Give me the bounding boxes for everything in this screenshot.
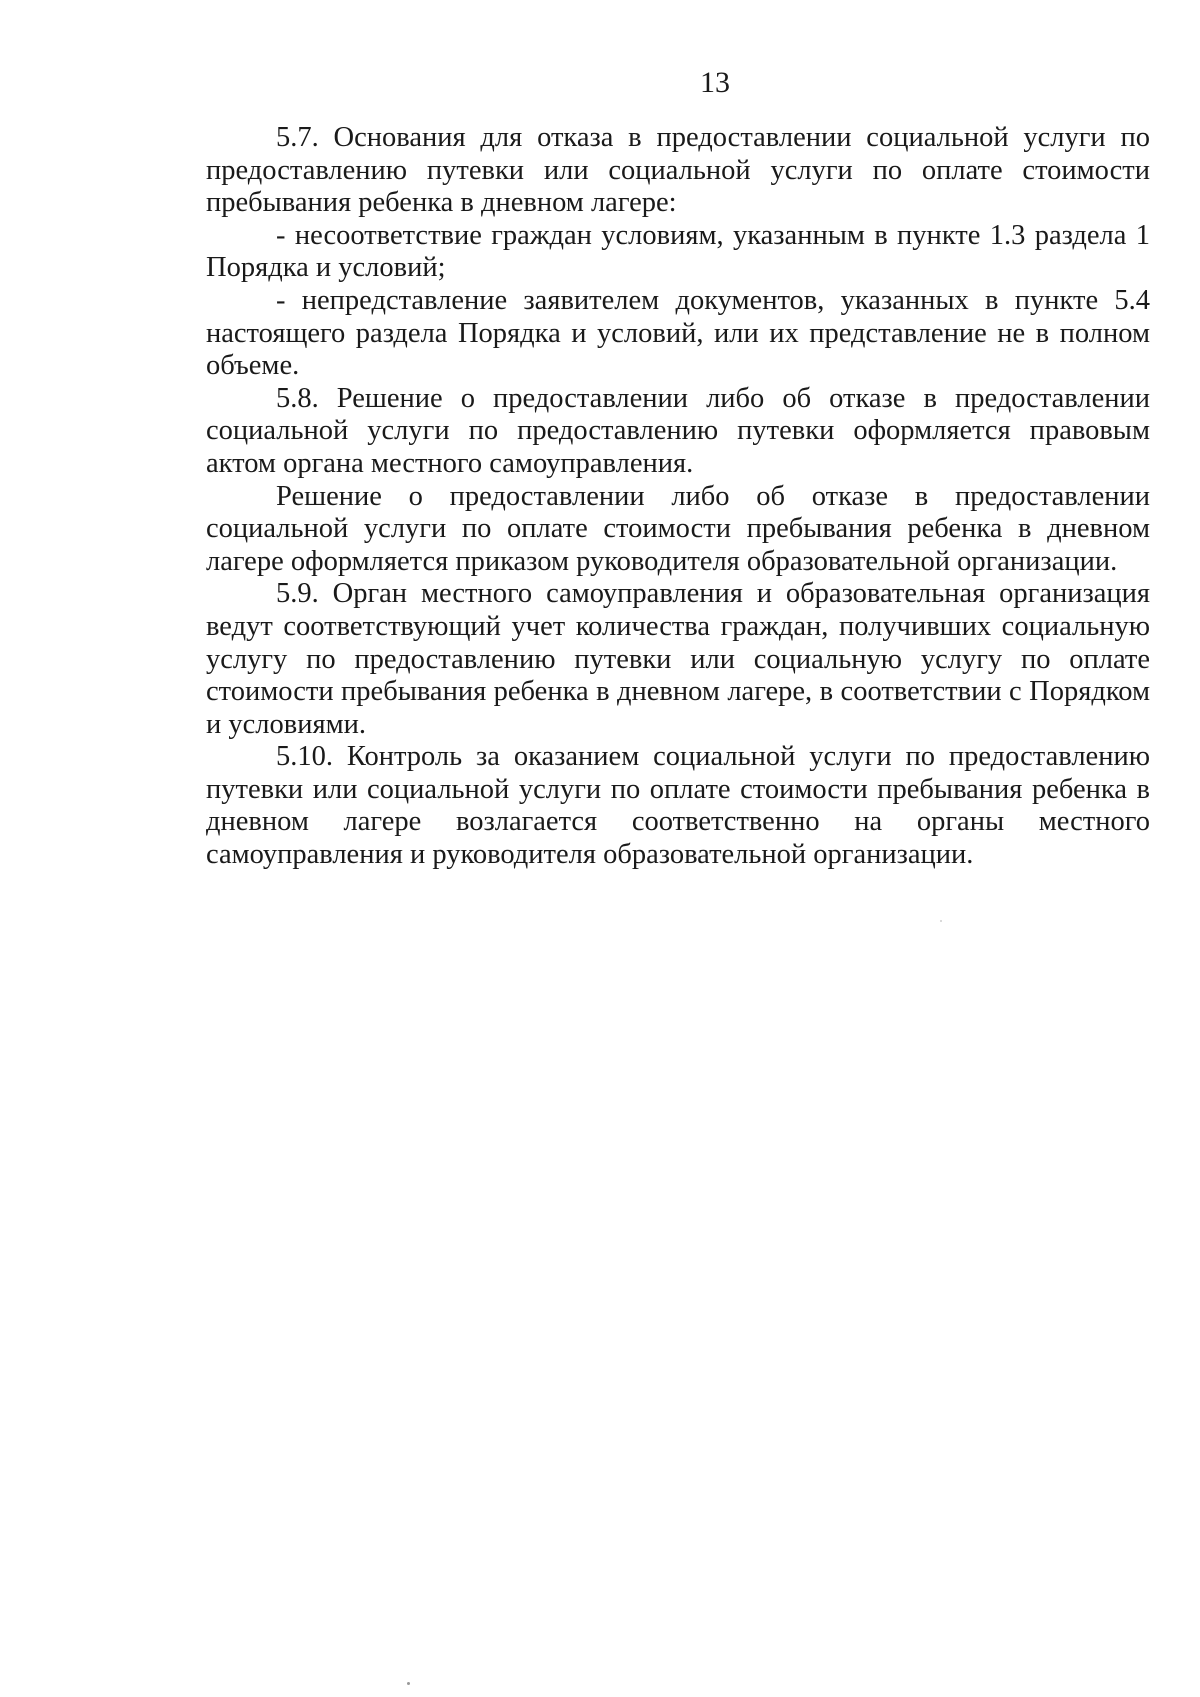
paragraph-5-10: 5.10. Контроль за оказанием социальной услуги по предоставлению путевки или социальной услуги по оплате стоимости пребывания ребенка в дневном лагере возлагается соответственно на органы местного самоуправления и руководителя образовательной организации.	[206, 741, 1150, 871]
page-number: 13	[700, 66, 730, 99]
paragraph-5-7: 5.7. Основания для отказа в предоставлении социальной услуги по предоставлению путевки или социальной услуги по оплате стоимости пребывания ребенка в дневном лагере:	[206, 122, 1150, 219]
list-item-noncompliance: - несоответствие граждан условиям, указанным в пункте 1.3 раздела 1 Порядка и условий;	[206, 219, 1150, 284]
scan-speck	[940, 920, 942, 922]
paragraph-5-8-decision: Решение о предоставлении либо об отказе в предоставлении социальной услуги по оплате стоимости пребывания ребенка в дневном лагере оформляется приказом руководителя образовательной организации.	[206, 480, 1150, 577]
list-item-missing-documents: - непредставление заявителем документов, указанных в пункте 5.4 настоящего раздела Порядка и условий, или их представление не в полном объеме.	[206, 284, 1150, 382]
scan-speck	[407, 1682, 410, 1685]
document-body	[206, 122, 1150, 872]
paragraph-5-9: 5.9. Орган местного самоуправления и образовательная организация ведут соответствующий учет количества граждан, получивших социальную услугу по предоставлению путевки или социальную услугу по оплате стоимости пребывания ребенка в дневном лагере, в соответствии с Порядком и условиями.	[206, 578, 1150, 740]
paragraph-5-8: 5.8. Решение о предоставлении либо об отказе в предоставлении социальной услуги по предоставлению путевки оформляется правовым актом органа местного самоуправления.	[206, 382, 1150, 479]
